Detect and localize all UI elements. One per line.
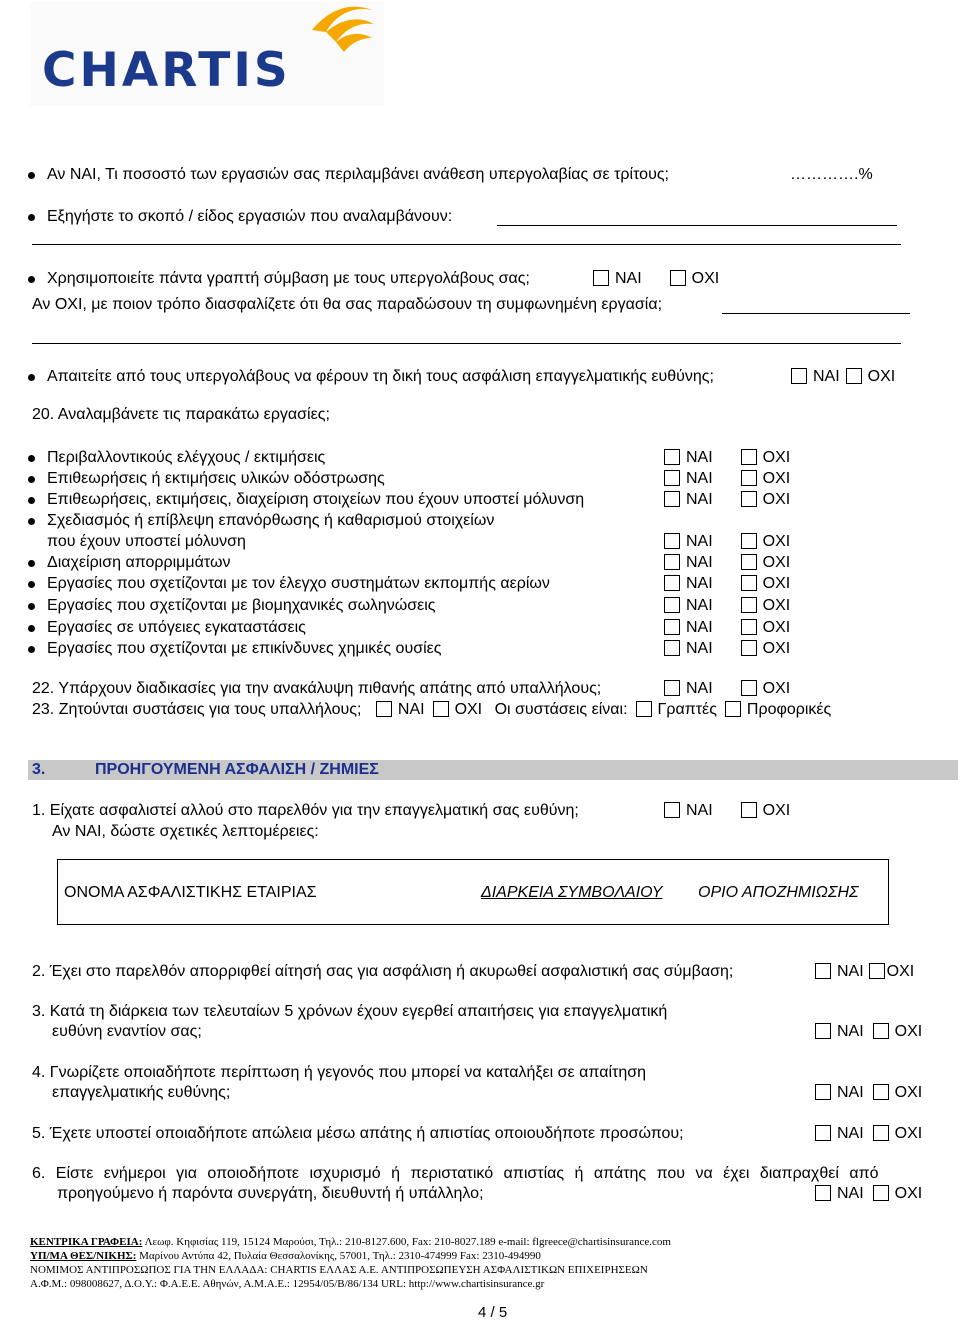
checkbox-no[interactable] (670, 270, 686, 286)
checkbox-yes[interactable] (664, 533, 680, 549)
question-23: 23. Ζητούνται συστάσεις για τους υπαλλήλους; ΝΑΙ ΟΧΙ Οι συστάσεις είναι: Γραπτές Προφορικές (32, 701, 832, 718)
question-contract-no: Αν ΟΧΙ, με ποιον τρόπο διασφαλίζετε ότι θα σας παραδώσουν τη συμφωνημένη εργασία; (32, 296, 663, 313)
checkbox-yes[interactable] (815, 1084, 831, 1100)
s3-question-4: 4. Γνωρίζετε οποιαδήποτε περίπτωση ή γεγονός που μπορεί να καταλήξει σε απαίτηση (32, 1064, 646, 1081)
q20-item-continuation: που έχουν υποστεί μόλυνση (47, 533, 246, 550)
yes-no-q20-2[interactable]: ΝΑΙ ΟΧΙ (664, 469, 790, 489)
yes-no-q22[interactable]: ΝΑΙ ΟΧΙ (664, 679, 790, 699)
previous-insurance-table[interactable] (57, 859, 889, 925)
question-22: 22. Υπάρχουν διαδικασίες για την ανακάλυψη πιθανής απάτης από υπαλλήλους; (32, 680, 602, 697)
checkbox-no[interactable] (741, 640, 757, 656)
question-subcontract-percent: Αν ΝΑΙ, Τι ποσοστό των εργασιών σας περιλαμβάνει ανάθεση υπεργολαβίας σε τρίτους; (47, 166, 669, 183)
yes-no-q20-8[interactable]: ΝΑΙ ΟΧΙ (664, 618, 790, 638)
yes-no-q20-1[interactable]: ΝΑΙ ΟΧΙ (664, 448, 790, 468)
checkbox-yes[interactable] (664, 449, 680, 465)
checkbox-yes[interactable] (791, 368, 807, 384)
yes-no-q20-3[interactable]: ΝΑΙ ΟΧΙ (664, 490, 790, 510)
checkbox-yes[interactable] (664, 802, 680, 818)
section-3-number: 3. (32, 761, 46, 778)
checkbox-no[interactable] (869, 963, 885, 979)
q20-item: Επιθεωρήσεις ή εκτιμήσεις υλικών οδόστρωσης (47, 470, 385, 487)
checkbox-yes[interactable] (664, 619, 680, 635)
yes-no-q20-4[interactable]: ΝΑΙ ΟΧΙ (664, 532, 790, 552)
s3-question-3-cont: ευθύνη εναντίον σας; (52, 1023, 202, 1040)
q20-item: Εργασίες σε υπόγειες εγκαταστάσεις (47, 619, 306, 636)
checkbox-no[interactable] (846, 368, 862, 384)
question-subcontract-purpose: Εξηγήστε το σκοπό / είδος εργασιών που αναλαμβάνουν: (47, 208, 453, 225)
checkbox-no[interactable] (741, 597, 757, 613)
yes-no-s3q2[interactable]: ΝΑΙ ΟΧΙ (815, 962, 914, 982)
checkbox-no[interactable] (433, 701, 449, 717)
s3-question-5: 5. Έχετε υποστεί οποιαδήποτε απώλεια μέσω απάτης ή απιστίας οποιουδήποτε προσώπου; (32, 1125, 684, 1142)
checkbox-no[interactable] (873, 1023, 889, 1039)
checkbox-yes[interactable] (664, 554, 680, 570)
footer-branch: ΥΠ/ΜΑ ΘΕΣ/ΝΙΚΗΣ: Μαρίνου Αντύπα 42, Πυλαία Θεσσαλονίκης, 57001, Τηλ.: 2310-474999 Fax: 2310-494990 (30, 1250, 541, 1262)
footer-registration: Α.Φ.Μ.: 098008627, Δ.Ο.Υ.: Φ.Α.Ε.Ε. Αθηνών, Α.Μ.Α.Ε.: 12954/05/Β/86/134 URL: http://www.chartisinsurance.gr (30, 1278, 545, 1290)
yes-no-q20-9[interactable]: ΝΑΙ ΟΧΙ (664, 639, 790, 659)
q20-item: Περιβαλλοντικούς ελέγχους / εκτιμήσεις (47, 449, 326, 466)
table-header-duration: ΔΙΑΡΚΕΙΑ ΣΥΜΒΟΛΑΙΟΥ (481, 884, 663, 901)
checkbox-yes[interactable] (664, 470, 680, 486)
checkbox-yes[interactable] (815, 1023, 831, 1039)
checkbox-yes[interactable] (664, 575, 680, 591)
checkbox-no[interactable] (741, 470, 757, 486)
table-header-limit: ΟΡΙΟ ΑΠΟΖΗΜΙΩΣΗΣ (698, 884, 859, 901)
checkbox-yes[interactable] (815, 1125, 831, 1141)
page-number: 4 / 5 (478, 1304, 508, 1321)
checkbox-yes[interactable] (664, 491, 680, 507)
company-logo (30, 2, 384, 106)
yes-no-written-contract[interactable]: ΝΑΙ ΟΧΙ (593, 269, 719, 289)
question-20-title: 20. Αναλαμβάνετε τις παρακάτω εργασίες; (32, 406, 330, 423)
answer-line[interactable] (722, 313, 910, 314)
yes-no-s3q1[interactable]: ΝΑΙ ΟΧΙ (664, 801, 790, 821)
checkbox-no[interactable] (873, 1185, 889, 1201)
footer-hq: ΚΕΝΤΡΙΚΑ ΓΡΑΦΕΙΑ: Λεωφ. Κηφισίας 119, 15124 Μαρούσι, Τηλ.: 210-8127.600, Fax: 210-8027.189 e-mail: flgreece@chartisinsurance.com (30, 1236, 671, 1248)
s3-question-6: 6. Είστε ενήμεροι για οποιοδήποτε ισχυρισμό ή περιστατικό απιστίας ή απάτης που να έχει διαπραχθεί από (32, 1165, 879, 1182)
s3-question-3: 3. Κατά τη διάρκεια των τελευταίων 5 χρόνων έχουν εγερθεί απαιτήσεις για επαγγελματική (32, 1003, 668, 1020)
checkbox-no[interactable] (741, 554, 757, 570)
question-subcontractor-insurance: Απαιτείτε από τους υπεργολάβους να φέρουν τη δική τους ασφάλιση επαγγελματικής ευθύνης; (47, 368, 714, 385)
checkbox-no[interactable] (741, 449, 757, 465)
q20-item: Εργασίες που σχετίζονται με βιομηχανικές σωληνώσεις (47, 597, 436, 614)
checkbox-no[interactable] (741, 680, 757, 696)
checkbox-no[interactable] (873, 1084, 889, 1100)
checkbox-no[interactable] (741, 533, 757, 549)
percent-blank[interactable]: ………….% (790, 166, 873, 183)
checkbox-yes[interactable] (664, 680, 680, 696)
checkbox-yes[interactable] (664, 640, 680, 656)
s3-question-1-details: Αν ΝΑΙ, δώστε σχετικές λεπτομέρειες: (52, 823, 319, 840)
yes-no-s3q5[interactable]: ΝΑΙ ΟΧΙ (815, 1124, 922, 1144)
section-3-header (28, 760, 958, 780)
table-header-insurer: ΟΝΟΜΑ ΑΣΦΑΛΙΣΤΙΚΗΣ ΕΤΑΙΡΙΑΣ (64, 884, 317, 901)
yes-no-s3q6[interactable]: ΝΑΙ ΟΧΙ (815, 1184, 922, 1204)
logo-wordmark: CHARTIS (42, 43, 291, 98)
question-written-contract: Χρησιμοποιείτε πάντα γραπτή σύμβαση με τους υπεργολάβους σας; (47, 270, 530, 287)
checkbox-no[interactable] (741, 491, 757, 507)
yes-no-q20-5[interactable]: ΝΑΙ ΟΧΙ (664, 553, 790, 573)
q20-item: Σχεδιασμός ή επίβλεψη επανόρθωσης ή καθαρισμού στοιχείων (47, 512, 495, 529)
checkbox-yes[interactable] (593, 270, 609, 286)
q20-item: Επιθεωρήσεις, εκτιμήσεις, διαχείριση στοιχείων που έχουν υποστεί μόλυνση (47, 491, 585, 508)
checkbox-no[interactable] (741, 802, 757, 818)
s3-question-1: 1. Είχατε ασφαλιστεί αλλού στο παρελθόν για την επαγγελματική σας ευθύνη; (32, 802, 579, 819)
yes-no-subcontractor-insurance[interactable]: ΝΑΙ ΟΧΙ (791, 367, 895, 387)
answer-line[interactable] (32, 244, 901, 245)
yes-no-q20-7[interactable]: ΝΑΙ ΟΧΙ (664, 596, 790, 616)
checkbox-yes[interactable] (815, 1185, 831, 1201)
yes-no-q20-6[interactable]: ΝΑΙ ΟΧΙ (664, 574, 790, 594)
q20-item: Διαχείριση απορριμμάτων (47, 554, 231, 571)
checkbox-verbal[interactable] (725, 701, 741, 717)
s3-question-4-cont: επαγγελματικής ευθύνης; (52, 1084, 231, 1101)
yes-no-s3q3[interactable]: ΝΑΙ ΟΧΙ (815, 1022, 922, 1042)
answer-line[interactable] (32, 343, 901, 344)
checkbox-written[interactable] (636, 701, 652, 717)
checkbox-yes[interactable] (815, 963, 831, 979)
section-3-title: ΠΡΟΗΓΟΥΜΕΝΗ ΑΣΦΑΛΙΣΗ / ΖΗΜΙΕΣ (95, 761, 379, 778)
checkbox-yes[interactable] (376, 701, 392, 717)
s3-question-6-cont: προηγούμενο ή παρόντα συνεργάτη, διευθυντή ή υπάλληλο; (57, 1185, 484, 1202)
footer-legal: ΝΟΜΙΜΟΣ ΑΝΤΙΠΡΟΣΩΠΟΣ ΓΙΑ ΤΗΝ ΕΛΛΑΔΑ: CHARTIS ΕΛΛΑΣ Α.Ε. ΑΝΤΙΠΡΟΣΩΠΕΥΣΗ ΑΣΦΑΛΙΣΤΙΚΩΝ ΕΠΙΧΕΙΡΗΣΕΩΝ (30, 1264, 648, 1276)
checkbox-yes[interactable] (664, 597, 680, 613)
s3-question-2: 2. Έχει στο παρελθόν απορριφθεί αίτησή σας για ασφάλιση ή ακυρωθεί ασφαλιστική σας σύμβαση; (32, 963, 734, 980)
yes-no-s3q4[interactable]: ΝΑΙ ΟΧΙ (815, 1083, 922, 1103)
q20-item: Εργασίες που σχετίζονται με επικίνδυνες χημικές ουσίες (47, 640, 442, 657)
checkbox-no[interactable] (741, 619, 757, 635)
answer-line[interactable] (497, 225, 897, 226)
checkbox-no[interactable] (741, 575, 757, 591)
q20-item: Εργασίες που σχετίζονται με τον έλεγχο συστημάτων εκπομπής αερίων (47, 575, 550, 592)
checkbox-no[interactable] (873, 1125, 889, 1141)
